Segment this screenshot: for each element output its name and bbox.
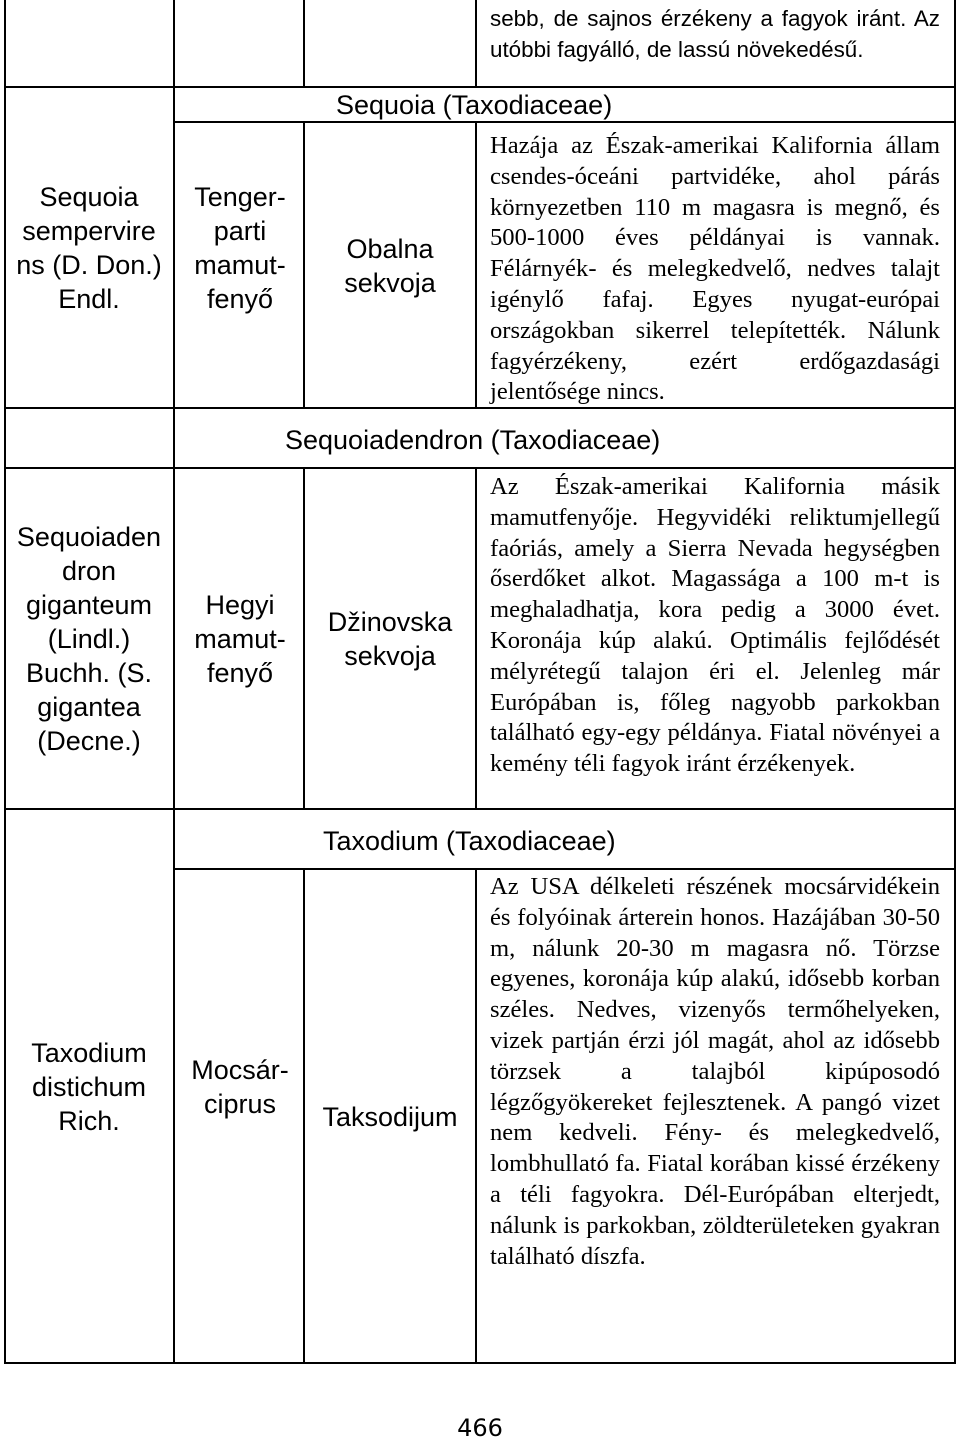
continuation-text: sebb, de sajnos érzékeny a fagyok iránt. Az utóbbi fagyálló, de lassú növekedésű. — [490, 6, 940, 62]
local-name: Obalna sekvoja — [344, 233, 436, 298]
local-name: Taksodijum — [322, 1101, 458, 1132]
hungarian-name: Tenger-parti mamut-fenyő — [194, 182, 286, 314]
column-divider — [303, 122, 305, 408]
column-divider — [475, 468, 477, 809]
column-divider — [303, 468, 305, 809]
genus-heading: Taxodium (Taxodiaceae) — [323, 826, 616, 856]
column-divider — [303, 869, 305, 1364]
column-divider — [475, 0, 477, 88]
latin-name: Sequoiaden dron giganteum (Lindl.) Buchh. (S. gigantea (Decne.) — [16, 522, 162, 756]
page-number: 466 — [457, 1414, 503, 1442]
latin-name: Sequoia sempervire ns (D. Don.) Endl. — [16, 182, 162, 314]
hungarian-name: Mocsár-ciprus — [191, 1054, 289, 1119]
genus-heading: Sequoiadendron (Taxodiaceae) — [285, 425, 661, 455]
column-divider — [173, 0, 175, 1364]
column-divider — [475, 122, 477, 408]
table-border-left — [4, 0, 6, 1364]
local-name: Džinovska sekvoja — [327, 607, 453, 671]
species-description: Hazája az Észak-amerikai Kalifornia állam csendes-óceáni partvidéke, ahol párás környezetben 110 m magasra is megnő, és 500-1000 éves példányai is vannak. Félárnyék- és melegkedvelő, nedves talajt igénylő fafaj. Egyes nyugat-európai országokban sikerrel telepítették. Nálunk fagyérzékeny, ezért erdőgazdasági jelentősége nincs. — [490, 132, 940, 406]
species-description: Az USA délkeleti részének mocsárvidékein és folyóinak árterein honos. Hazájában 30-50 m, nálunk 20-30 m magasra nő. Törzse egyenes, koronája kúp alakú, idősebb korban széles. Nedves, vizenyős termőhelyeken, vizek partján érzi jól magát, ahol az idősebb törzsek a talajból kipúposodó légzőgyökereket fejlesztenek. A pangó vizet nem kedveli. Fény- és melegkedvelő, lombhullató fa. Fiatal korában kissé érzékeny a téli fagyokra. Dél-Európában elterjedt, nálunk is parkokban, zöldterületeken gyakran található díszfa. — [490, 873, 940, 1270]
column-divider — [475, 869, 477, 1364]
column-divider — [303, 0, 305, 88]
table-border-right — [954, 0, 956, 1364]
latin-name: Taxodium distichum Rich. — [31, 1037, 147, 1136]
hungarian-name: Hegyi mamut-fenyő — [194, 590, 286, 688]
genus-heading: Sequoia (Taxodiaceae) — [336, 90, 613, 120]
species-description: Az Észak-amerikai Kalifornia másik mamutfenyője. Hegyvidéki reliktumjellegű faóriás, amely a Sierra Nevada hegységben őserdőket alkot. Magassága a 100 m-t is meghaladhatja, kora pedig a 3000 évet. Koronája kúp alakú. Optimális fejlődését mélyrétegű talajon éri el. Jelenleg már Európában is, főleg nagyobb parkokban található egy-egy példánya. Fiatal növényei a kemény téli fagyok iránt érzékenyek. — [490, 473, 940, 778]
